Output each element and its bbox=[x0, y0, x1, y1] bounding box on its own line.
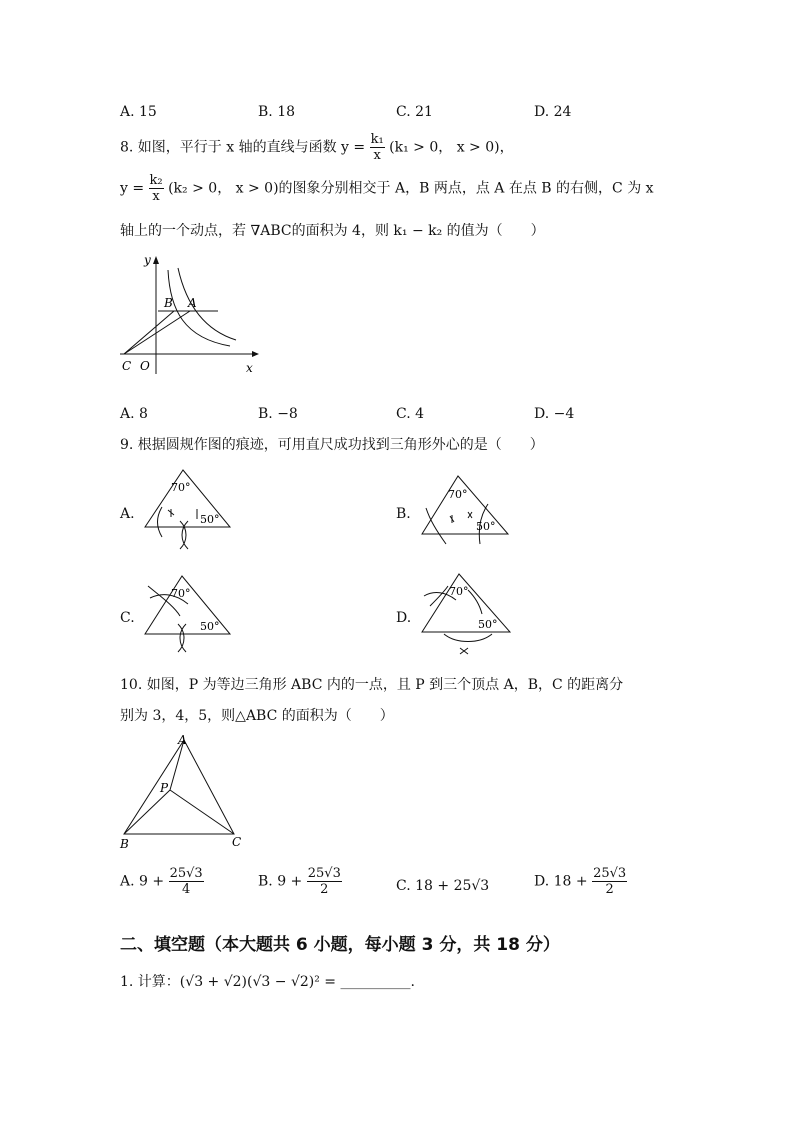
fill-q1: 1. 计算：(√3 + √2)(√3 − √2)² = __________. bbox=[120, 974, 415, 990]
label-a: A bbox=[188, 296, 197, 310]
q8-frac1-num: k₁ bbox=[370, 132, 384, 147]
q10-option-d bbox=[534, 866, 627, 897]
q9-option-b-label: B. bbox=[396, 506, 411, 522]
arc-left bbox=[426, 508, 446, 544]
triangle-abc bbox=[124, 740, 234, 834]
q8-line3: 轴上的一个动点，若 ∇ABC的面积为 4，则 k₁ − k₂ 的值为（ ） bbox=[120, 223, 545, 239]
curve-k2 bbox=[168, 270, 230, 346]
angle-right: 50° bbox=[478, 618, 498, 631]
q8-option-c: C. 4 bbox=[396, 406, 425, 422]
segment-cb bbox=[124, 311, 174, 354]
q8-line2-pre: y = bbox=[120, 180, 145, 197]
y-axis-arrow bbox=[153, 256, 159, 264]
numerator: 25√3 bbox=[307, 866, 341, 881]
q10-option-c bbox=[396, 878, 489, 894]
q8-line1-pre: 8. 如图，平行于 x 轴的直线与函数 y = bbox=[120, 139, 366, 156]
segment-pc bbox=[170, 790, 234, 834]
q8-fraction-k2 bbox=[149, 173, 164, 204]
label-b: B bbox=[164, 296, 173, 310]
x-axis-arrow bbox=[252, 351, 259, 357]
q10-option-b bbox=[258, 866, 342, 897]
angle-top: 70° bbox=[171, 587, 191, 600]
q10-option-b-pre: 9 + bbox=[277, 873, 303, 890]
q8-line1 bbox=[120, 132, 514, 163]
cross-mark bbox=[168, 509, 174, 517]
q10-option-c-text: 18 + 25√3 bbox=[415, 878, 490, 894]
q9-figure-d bbox=[416, 568, 516, 660]
angle-right: 50° bbox=[476, 520, 496, 533]
cross-mark bbox=[450, 515, 454, 523]
q10-line1: 10. 如图，P 为等边三角形 ABC 内的一点，且 P 到三个顶点 A，B，C 的距离分 bbox=[120, 677, 624, 693]
label-c: C bbox=[232, 835, 242, 849]
q9-figure-a bbox=[140, 465, 240, 555]
q9-stem: 9. 根据圆规作图的痕迹，可用直尺成功找到三角形外心的是（ ） bbox=[120, 437, 544, 453]
angle-right: 50° bbox=[200, 513, 220, 526]
arc-bottom bbox=[444, 634, 492, 642]
numerator: 25√3 bbox=[169, 866, 203, 881]
angle-top: 70° bbox=[449, 585, 469, 598]
angle-top: 70° bbox=[171, 481, 191, 494]
q10-line2: 别为 3，4，5，则△ABC 的面积为（ ） bbox=[120, 708, 394, 724]
q10-option-c-label: C. bbox=[396, 878, 411, 894]
q8-frac2-num: k₂ bbox=[149, 173, 163, 188]
curve-k1 bbox=[178, 268, 236, 340]
q7-option-c: C. 21 bbox=[396, 104, 433, 120]
q9-option-c-label: C. bbox=[120, 610, 135, 626]
label-y: y bbox=[144, 253, 151, 267]
q8-option-d: D. −4 bbox=[534, 406, 575, 422]
segment-pa bbox=[170, 740, 184, 790]
q10-option-a-label: A. bbox=[120, 873, 135, 890]
q8-frac1-den: x bbox=[373, 148, 381, 163]
q10-option-a bbox=[120, 866, 204, 897]
q8-frac2-den: x bbox=[152, 189, 160, 204]
q10-option-b-fraction bbox=[307, 866, 342, 897]
q8-figure bbox=[112, 250, 272, 380]
q9-figure-b bbox=[416, 470, 516, 550]
q9-option-d-label: D. bbox=[396, 610, 412, 626]
q10-option-d-fraction bbox=[592, 866, 627, 897]
q8-line1-post: (k₁ > 0， x > 0)， bbox=[389, 139, 514, 156]
x-mark bbox=[460, 648, 468, 654]
q8-line2 bbox=[120, 173, 654, 204]
q8-line2-post: (k₂ > 0， x > 0)的图象分别相交于 A，B 两点，点 A 在点 B 的右侧，C 为 x bbox=[168, 180, 654, 197]
arc-right bbox=[468, 590, 482, 614]
q10-option-b-label: B. bbox=[258, 873, 273, 890]
label-b: B bbox=[120, 837, 129, 851]
angle-right: 50° bbox=[200, 620, 220, 633]
q7-option-b: B. 18 bbox=[258, 104, 296, 120]
q10-option-a-fraction bbox=[169, 866, 204, 897]
q10-option-a-pre: 9 + bbox=[139, 873, 165, 890]
label-x: x bbox=[246, 361, 253, 375]
denominator: 4 bbox=[181, 882, 191, 897]
section-heading: 二、填空题（本大题共 6 小题，每小题 3 分，共 18 分） bbox=[120, 935, 560, 955]
q7-option-d: D. 24 bbox=[534, 104, 572, 120]
q10-option-d-pre: 18 + bbox=[553, 873, 588, 890]
denominator: 2 bbox=[605, 882, 614, 897]
q9-option-a-label: A. bbox=[120, 506, 135, 522]
denominator: 2 bbox=[320, 882, 329, 897]
x-mark bbox=[468, 512, 472, 518]
segment-ca bbox=[124, 311, 190, 354]
q8-fraction-k1 bbox=[370, 132, 385, 163]
label-a: A bbox=[178, 733, 187, 747]
q7-option-a: A. 15 bbox=[120, 104, 157, 120]
q9-figure-c bbox=[140, 570, 240, 658]
label-o: O bbox=[140, 359, 150, 373]
label-c: C bbox=[122, 359, 132, 373]
arc-left bbox=[158, 507, 163, 537]
q10-figure bbox=[112, 728, 252, 852]
numerator: 25√3 bbox=[593, 866, 627, 881]
q8-option-a: A. 8 bbox=[120, 406, 148, 422]
segment-pb bbox=[124, 790, 170, 834]
label-p: P bbox=[160, 781, 169, 795]
angle-top: 70° bbox=[448, 488, 468, 501]
q8-option-b: B. −8 bbox=[258, 406, 298, 422]
q10-option-d-label: D. bbox=[534, 873, 550, 890]
